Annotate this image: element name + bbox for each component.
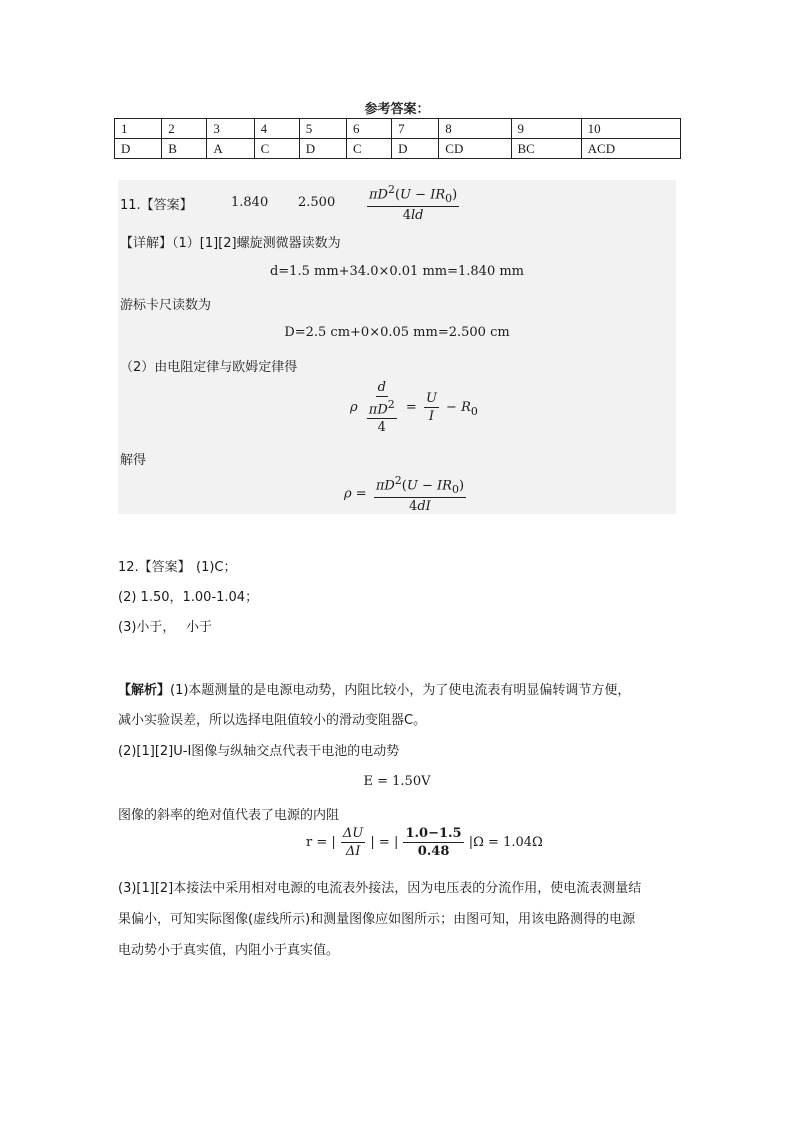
table-cell: 8	[439, 119, 511, 139]
table-row	[115, 139, 681, 159]
table-cell: 6	[346, 119, 391, 139]
q11-resistance-equation: ρ $\frac{d}{\frac{\pi D^2}{4}}$ = $\frac{U}{I}$ − $R_0$	[350, 380, 478, 436]
q11-detail-line: 【详解】（1）[1][2]螺旋测微器读数为	[120, 236, 341, 251]
q11-equation-D: D=2.5 cm+0×0.05 mm=2.500 cm	[284, 325, 510, 340]
q12-eq-suffix: |Ω = 1.04Ω	[468, 835, 543, 850]
q12-answer-2: (2) 1.50，1.00-1.04；	[118, 590, 259, 605]
table-cell: 5	[299, 119, 346, 139]
table-cell: 4	[254, 119, 299, 139]
q11-equation-d: d=1.5 mm+34.0×0.01 mm=1.840 mm	[269, 264, 525, 279]
q12-answer-3: (3)小于， 小于	[118, 620, 213, 635]
answer-table	[114, 118, 681, 159]
table-cell: D	[299, 139, 346, 159]
q12-slope-line: 图像的斜率的绝对值代表了电源的内阻	[118, 808, 340, 823]
table-cell: 9	[511, 119, 581, 139]
q11-part2-line: （2）由电阻定律与欧姆定律得	[120, 360, 298, 375]
table-cell: 10	[581, 119, 680, 139]
q12-analysis-line-6: 电动势小于真实值，内阻小于真实值。	[118, 943, 340, 958]
q11-answer-block	[118, 180, 676, 514]
table-cell: 2	[162, 119, 207, 139]
table-cell: ACD	[581, 139, 680, 159]
q12-analysis-line-5: 果偏小，可知实际图像(虚线所示)和测量图像应如图所示；由图可知，用该电路测得的电源	[118, 912, 636, 927]
table-row	[115, 119, 681, 139]
q11-result-equation: ρ = $\frac{\pi D^2(U - IR_0)}{4dI}$	[344, 474, 465, 514]
table-cell: D	[392, 139, 439, 159]
q12-eq-numerator: 1.0−1.5	[405, 826, 462, 841]
table-cell: CD	[439, 139, 511, 159]
q12-label: 12.【答案】	[118, 560, 191, 575]
q11-vernier-line: 游标卡尺读数为	[120, 298, 212, 313]
table-cell: C	[346, 139, 391, 159]
q12-equation-E: E = 1.50V	[363, 774, 431, 789]
q12-eq-prefix: r = |	[306, 835, 336, 850]
q11-solve-line: 解得	[120, 453, 147, 468]
q12-analysis-line-1	[118, 679, 630, 698]
table-cell: A	[207, 139, 254, 159]
table-cell: D	[115, 139, 162, 159]
q12-analysis-line-2: 减小实验误差，所以选择电阻值较小的滑动变阻器C。	[118, 713, 427, 728]
q11-answer-1: 1.840	[231, 195, 269, 210]
q12-analysis-line-3: (2)[1][2]U-I图像与纵轴交点代表干电池的电动势	[118, 744, 400, 759]
table-cell: 7	[392, 119, 439, 139]
table-cell: 1	[115, 119, 162, 139]
q12-analysis-text-1: (1)本题测量的是电源电动势，内阻比较小，为了使电流表有明显偏转调节方便，	[170, 683, 631, 698]
q12-analysis-line-4: (3)[1][2]本接法中采用相对电源的电流表外接法，因为电压表的分流作用，使电流表测量结	[118, 881, 642, 896]
table-cell: B	[162, 139, 207, 159]
table-cell: C	[254, 139, 299, 159]
q12-eq-denominator: 0.48	[417, 844, 450, 859]
q11-answer-formula: $\frac{\pi D^2(U - IR_0)}{4ld}$	[369, 183, 458, 223]
q12-answer-1: (1)C；	[196, 560, 237, 575]
table-cell: BC	[511, 139, 581, 159]
q11-answer-2: 2.500	[298, 195, 336, 210]
q11-label: 11.【答案】	[120, 198, 193, 213]
page-title: 参考答案：	[364, 102, 430, 117]
q12-resistance-equation: r = | $\frac{\Delta U}{\Delta I}$ | = | $\frac{1.0-1.5}{0.48}$ |Ω = 1.04Ω	[306, 826, 543, 859]
q12-analysis-label: 【解析】	[118, 683, 171, 698]
table-cell: 3	[207, 119, 254, 139]
